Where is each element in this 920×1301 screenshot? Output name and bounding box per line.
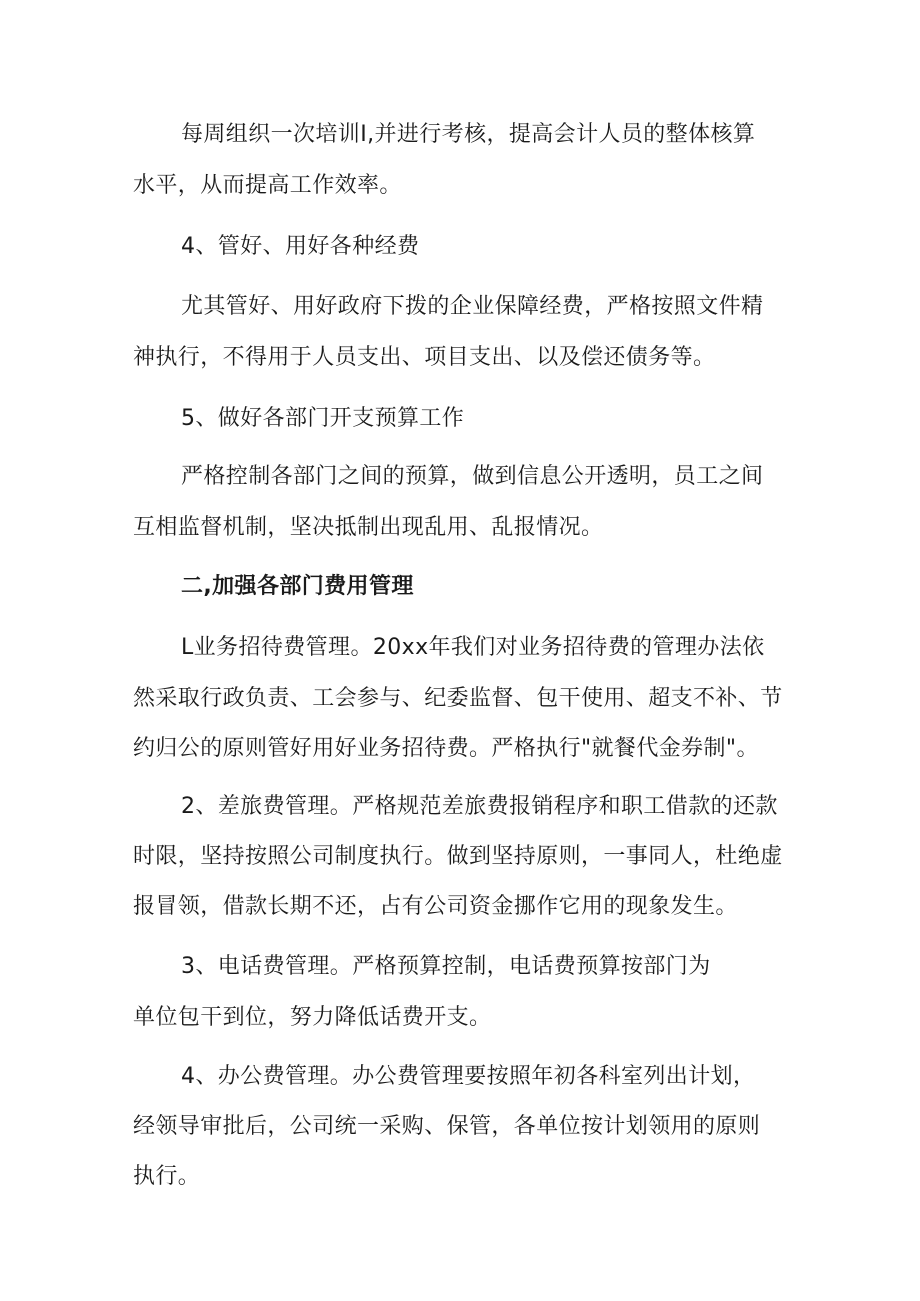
paragraph-line: 经领导审批后，公司统一采购、保管，各单位按计划领用的原则 bbox=[133, 1114, 761, 1139]
paragraph-line: 每周组织一次培训Ⅰ,并进行考核，提高会计人员的整体核算 bbox=[181, 122, 756, 147]
paragraph-line: 尤其管好、用好政府下拨的企业保障经费，严格按照文件精 bbox=[181, 294, 764, 319]
paragraph-line: 时限，坚持按照公司制度执行。做到坚持原则，一事同人，杜绝虚 bbox=[133, 844, 783, 869]
subheading: 5、做好各部门开支预算工作 bbox=[181, 406, 465, 431]
paragraph-line: 单位包干到位，努力降低话费开支。 bbox=[133, 1005, 492, 1030]
paragraph-line: 然采取行政负责、工会参与、纪委监督、包干使用、超支不补、节 bbox=[133, 686, 783, 711]
paragraph-line: 报冒领，借款长期不还，占有公司资金挪作它用的现象发生。 bbox=[133, 894, 738, 919]
section-heading: 二,加强各部门费用管理 bbox=[181, 574, 414, 599]
paragraph-line: 神执行，不得用于人员支出、项目支出、以及偿还债务等。 bbox=[133, 345, 716, 370]
paragraph-line: 4、办公费管理。办公费管理要按照年初各科室列出计划， bbox=[181, 1064, 756, 1089]
paragraph-line: 水平，从而提高工作效率。 bbox=[133, 173, 402, 198]
subheading: 4、管好、用好各种经费 bbox=[181, 234, 420, 259]
paragraph-line: L业务招待费管理。20xx年我们对业务招待费的管理办法依 bbox=[181, 635, 765, 660]
paragraph-line: 执行。 bbox=[133, 1164, 201, 1189]
paragraph-line: 2、差旅费管理。严格规范差旅费报销程序和职工借款的还款 bbox=[181, 794, 778, 819]
paragraph-line: 3、电话费管理。严格预算控制，电话费预算按部门为 bbox=[181, 954, 711, 979]
paragraph-line: 约归公的原则管好用好业务招待费。严格执行"就餐代金券制"。 bbox=[133, 736, 759, 761]
paragraph-line: 互相监督机制，坚决抵制出现乱用、乱报情况。 bbox=[133, 515, 604, 540]
paragraph-line: 严格控制各部门之间的预算，做到信息公开透明，员工之间 bbox=[181, 464, 764, 489]
